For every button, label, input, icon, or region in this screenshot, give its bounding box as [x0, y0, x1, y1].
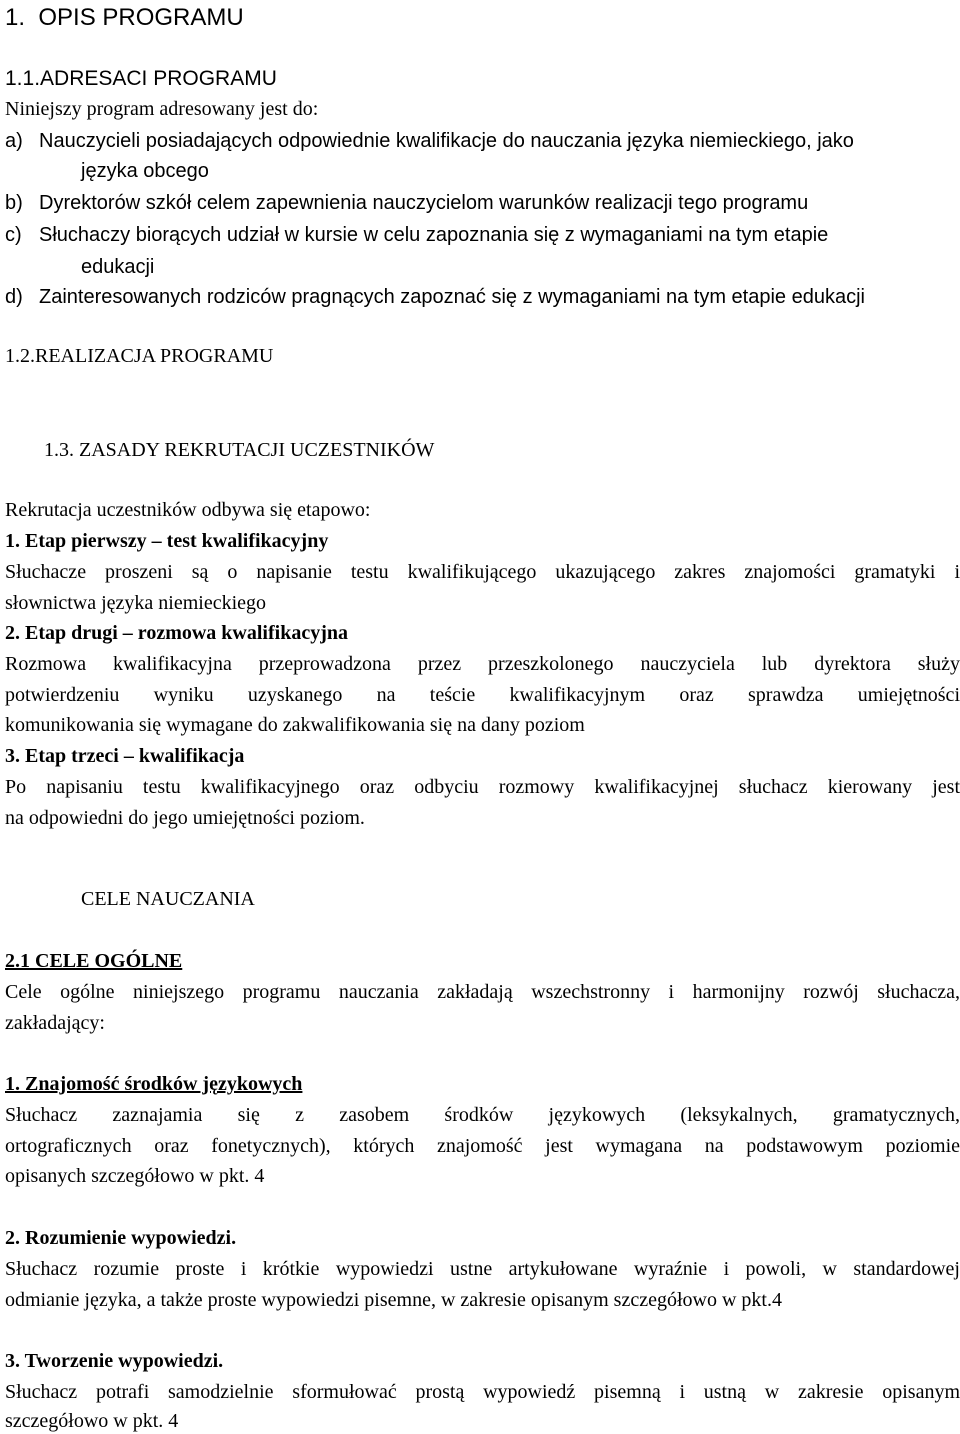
stage-3-text-cont: na odpowiedni do jego umiejętności poziom. [5, 807, 365, 829]
stage-1-text: Słuchacze proszeni są o napisanie testu kwalifikującego ukazującego zakres znajomości gramatyki i [5, 561, 960, 583]
section-1-heading [5, 5, 244, 31]
list-text-d: Zainteresowanych rodziców pragnących zapoznać się z wymaganiami na tym etapie edukacji [39, 286, 865, 308]
goal-2-title: 2. Rozumienie wypowiedzi. [5, 1227, 237, 1249]
goal-3-title: 3. Tworzenie wypowiedzi. [5, 1350, 224, 1372]
stage-2-text: Rozmowa kwalifikacyjna przeprowadzona przez przeszkolonego nauczyciela lub dyrektora służy [5, 653, 960, 675]
stage-2-text-cont2: komunikowania się wymagane do zakwalifikowania się na dany poziom [5, 714, 585, 736]
goal-1-title: 1. Znajomość środków językowych [5, 1073, 303, 1095]
section-1-3-heading: 1.3. ZASADY REKRUTACJI UCZESTNIKÓW [44, 439, 435, 461]
stage-1-title: 1. Etap pierwszy – test kwalifikacyjny [5, 530, 329, 552]
section-2-heading: CELE NAUCZANIA [81, 888, 255, 910]
goals-intro-cont: zakładający: [5, 1012, 105, 1034]
list-item-c [5, 222, 828, 248]
list-item-d [5, 284, 865, 310]
section-1-2-heading: 1.2.REALIZACJA PROGRAMU [5, 345, 274, 367]
goal-2-text: Słuchacz rozumie proste i krótkie wypowiedzi ustne artykułowane wyraźnie i powoli, w standardowej [5, 1258, 960, 1280]
list-text-a: Nauczycieli posiadających odpowiednie kwalifikacje do nauczania języka niemieckiego, jako [39, 130, 854, 152]
section-1-title: OPIS PROGRAMU [38, 4, 244, 31]
goal-2-text-cont: odmianie języka, a także proste wypowiedzi pisemne, w zakresie opisanym szczegółowo w pkt.4 [5, 1289, 782, 1311]
goals-intro: Cele ogólne niniejszego programu nauczania zakładają wszechstronny i harmonijny rozwój słuchacza, [5, 981, 960, 1003]
goal-1-text: Słuchacz zaznajamia się z zasobem środków językowych (leksykalnych, gramatycznych, [5, 1104, 960, 1126]
stage-3-title: 3. Etap trzeci – kwalifikacja [5, 745, 245, 767]
list-label-d: d) [5, 286, 23, 308]
goal-3-text-cont: szczegółowo w pkt. 4 [5, 1410, 179, 1432]
goal-1-text-cont1: ortograficznych oraz fonetycznych), których znajomość jest wymagana na podstawowym poziomie [5, 1135, 960, 1157]
stage-1-text-cont: słownictwa języka niemieckiego [5, 592, 267, 614]
list-text-b: Dyrektorów szkół celem zapewnienia nauczycielom warunków realizacji tego programu [39, 192, 809, 214]
list-text-a-cont: języka obcego [81, 160, 209, 182]
list-item-b [5, 190, 808, 216]
stage-3-text: Po napisaniu testu kwalifikacyjnego oraz odbyciu rozmowy kwalifikacyjnej słuchacz kierowany jest [5, 776, 960, 798]
addressees-intro: Niniejszy program adresowany jest do: [5, 98, 319, 120]
list-text-c-cont: edukacji [81, 256, 155, 278]
goal-1-text-cont2: opisanych szczegółowo w pkt. 4 [5, 1165, 265, 1187]
stage-2-text-cont1: potwierdzeniu wyniku uzyskanego na teście kwalifikacyjnym oraz sprawdza umiejętności [5, 684, 960, 706]
list-item-a [5, 128, 854, 154]
list-label-c: c) [5, 224, 22, 246]
recruitment-intro: Rekrutacja uczestników odbywa się etapowo: [5, 499, 371, 521]
goal-3-text: Słuchacz potrafi samodzielnie sformułować prostą wypowiedź pisemną i ustną w zakresie opisanym [5, 1381, 960, 1403]
section-1-number: 1. [5, 4, 26, 31]
list-label-a: a) [5, 130, 23, 152]
list-label-b: b) [5, 192, 23, 214]
list-text-c: Słuchaczy biorących udział w kursie w celu zapoznania się z wymaganiami na tym etapie [39, 224, 829, 246]
section-1-1-heading: 1.1.ADRESACI PROGRAMU [5, 67, 277, 90]
stage-2-title: 2. Etap drugi – rozmowa kwalifikacyjna [5, 622, 348, 644]
section-2-1-heading: 2.1 CELE OGÓLNE [5, 950, 183, 972]
